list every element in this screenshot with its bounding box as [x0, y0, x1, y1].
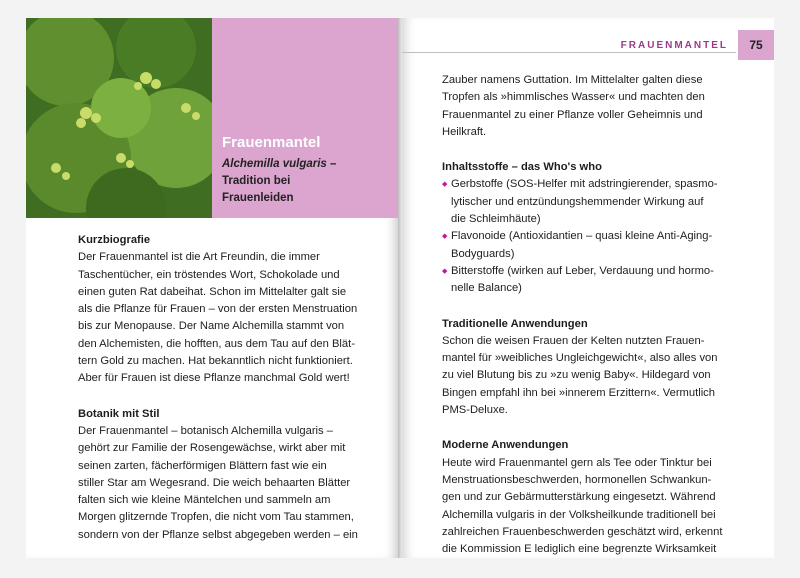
section-heading: Inhaltsstoffe – das Who's who [442, 161, 602, 174]
text-line: lytischer und entzündungshemmender Wirkung auf [451, 195, 704, 208]
left-page [26, 18, 398, 558]
text-line: Alchemilla vulgaris in der Volksheilkunde traditionell bei [442, 508, 716, 521]
text-line: als die Pflanze für Frauen – von der ersten Menstruation [78, 303, 358, 316]
section-heading: Moderne Anwendungen [442, 439, 569, 452]
list-item [442, 176, 740, 228]
text-line: Morgen glitzernde Tropfen, die nicht vom Tau stammen, [78, 511, 354, 524]
title-box [212, 18, 398, 218]
text-line: nelle Balance) [451, 282, 522, 295]
text-line: Frauenmantel zu einer Pflanze voller Geheimnis und [442, 108, 703, 121]
running-head-title: FRAUENMANTEL [620, 39, 728, 51]
ingredients-list [442, 176, 740, 297]
text-line: ◆ Bitterstoffe (wirken auf Leber, Verdauung und hormo- [451, 264, 714, 277]
text-line: stiller Star am Wegesrand. Die weich behaarten Blätter [78, 476, 351, 489]
latin-name: Alchemilla vulgaris – [222, 158, 337, 170]
page-number: 75 [738, 30, 774, 60]
text-line: Der Frauenmantel ist die Art Freundin, die immer [78, 251, 320, 264]
list-item [442, 263, 740, 298]
section-heading: Kurzbiografie [78, 234, 151, 246]
subtitle-line: Tradition bei [222, 175, 291, 187]
text-line: Zauber namens Guttation. Im Mittelalter galten diese [442, 74, 703, 86]
text-line: die Schleimhäute) [451, 213, 541, 226]
header-rule [402, 52, 736, 53]
text-line: seinen zarten, fächerförmigen Blättern fast wie ein [78, 459, 327, 472]
text-line: Menstruationsbeschwerden, hormonellen Schwankun- [442, 473, 712, 486]
text-line: Taschentücher, ein tröstendes Wort, Schokolade und [78, 268, 340, 281]
text-line: gehört zur Familie der Rosengewächse, wirkt aber mit [78, 442, 346, 455]
text-line: Schon die weisen Frauen der Kelten nutzten Frauen- [442, 334, 705, 347]
list-item [442, 228, 740, 263]
text-line: bis zur Menopause. Der Name Alchemilla stammt von [78, 320, 345, 333]
text-line: ◆ Flavonoide (Antioxidantien – quasi kleine Anti-Aging- [451, 230, 713, 243]
text-line: ◆ Gerbstoffe (SOS-Helfer mit adstringierender, spasmo- [451, 178, 718, 191]
text-line: mantel für »weibliches Ungleichgewicht«, also alles von [442, 352, 718, 365]
text-line: einen guten Rat dabeihat. Schon im Mittelalter galt sie [78, 285, 347, 298]
text-line: die Kommission E lediglich eine begrenzte Wirksamkeit [442, 543, 717, 556]
text-line: Bodyguards) [451, 247, 515, 260]
text-line: Heute wird Frauenmantel gern als Tee oder Tinktur bei [442, 456, 712, 469]
text-line: zahlreichen Frauenbeschwerden geschätzt wird, erkennt [442, 525, 723, 538]
text-line: den Alchemisten, die hofften, aus dem Tau auf den Blät- [78, 337, 355, 350]
text-line: Bingen empfahl ihn bei »innerem Erzittern«. Vermutlich [442, 386, 715, 399]
right-body-text [442, 72, 740, 558]
text-line: sondern von der Pflanze selbst abgegeben werden – ein [78, 528, 358, 541]
text-line: tern Gold zu machen. Hat bekanntlich nicht funktioniert. [78, 355, 353, 368]
text-line: falten sich wie kleine Mäntelchen und sammeln am [78, 494, 331, 507]
running-head [621, 30, 774, 60]
text-line: gen und zur Gebärmutterstärkung eingesetzt. Während [442, 491, 716, 504]
text-line: zu viel Blutung bis zu »zu wenig Baby«. Hildegard von [442, 369, 711, 382]
plant-title: Frauenmantel [222, 134, 321, 151]
text-line: Heilkraft. [442, 125, 487, 138]
section-heading: Traditionelle Anwendungen [442, 317, 588, 330]
plant-subtitle [222, 156, 390, 207]
text-line: Tropfen als »himmlisches Wasser« und machten den [442, 91, 705, 104]
plant-photo [26, 18, 212, 218]
subtitle-line: Frauenleiden [222, 192, 294, 204]
left-body-text [78, 232, 360, 544]
text-line: PMS-Deluxe. [442, 404, 508, 417]
right-page [402, 18, 774, 558]
section-heading: Botanik mit Stil [78, 407, 160, 420]
text-line: Aber für Frauen ist diese Pflanze manchmal Gold wert! [78, 372, 350, 385]
text-line: Der Frauenmantel – botanisch Alchemilla vulgaris – [78, 424, 333, 437]
